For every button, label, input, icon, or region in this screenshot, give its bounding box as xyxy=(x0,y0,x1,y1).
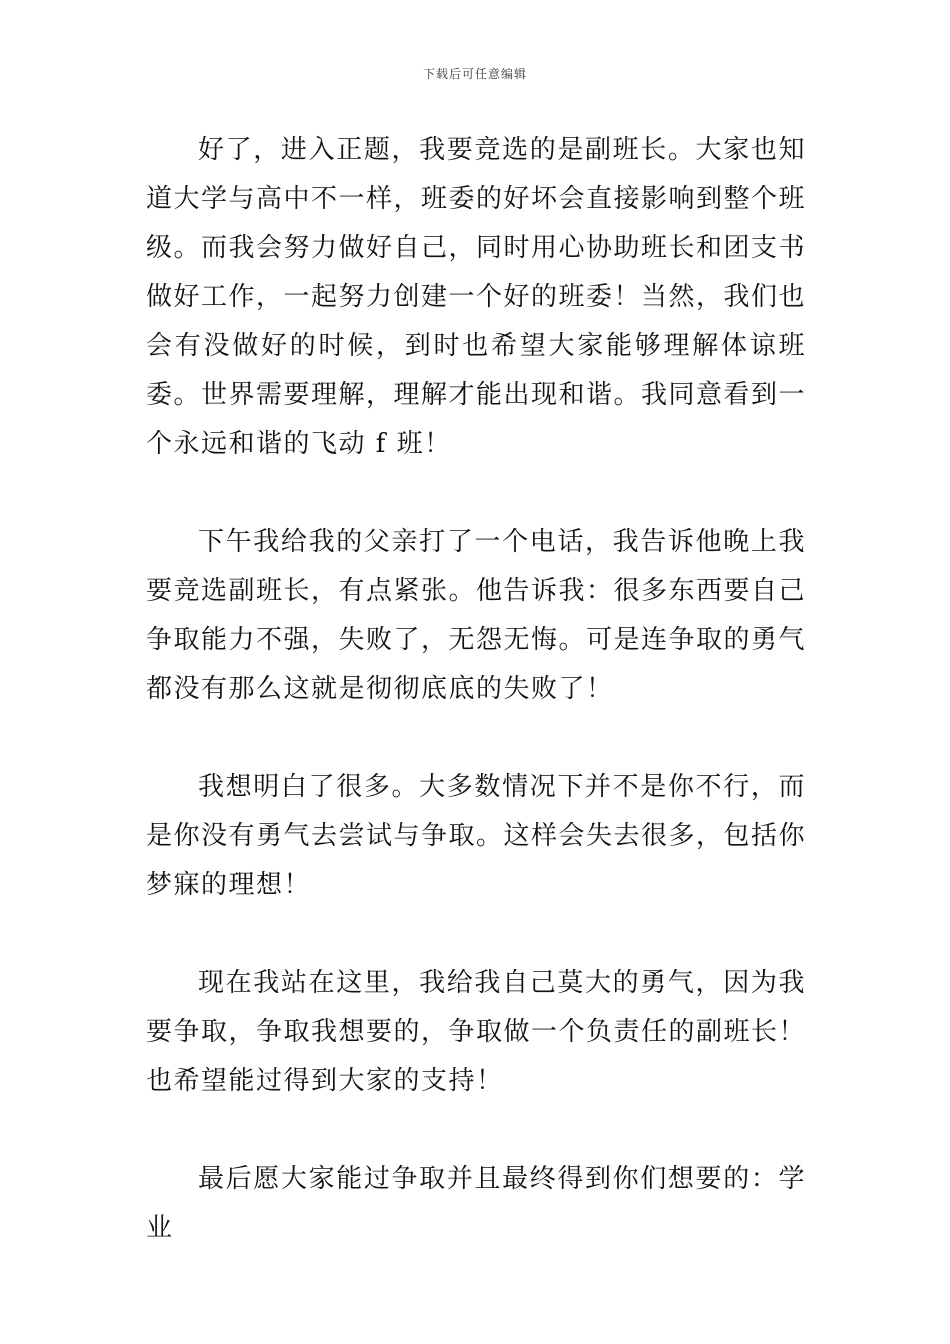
paragraph-1: 好了，进入正题，我要竞选的是副班长。大家也知道大学与高中不一样，班委的好坏会直接影响到整个班级。而我会努力做好自己，同时用心协助班长和团支书做好工作，一起努力创建一个好的班委！当然，我们也会有没做好的时候，到时也希望大家能够理解体谅班委。世界需要理解，理解才能出现和谐。我同意看到一个永远和谐的飞动 f 班！ xyxy=(146,135,807,459)
paragraph-2: 下午我给我的父亲打了一个电话，我告诉他晚上我要竞选副班长，有点紧张。他告诉我：很多东西要自己争取能力不强，失败了，无怨无悔。可是连争取的勇气都没有那么这就是彻彻底底的失败了！ xyxy=(146,527,807,704)
paragraph-3: 我想明白了很多。大多数情况下并不是你不行，而是你没有勇气去尝试与争取。这样会失去很多，包括你梦寐的理想！ xyxy=(146,772,807,900)
paragraph-5: 最后愿大家能过争取并且最终得到你们想要的：学业 xyxy=(146,1164,806,1243)
page-header: 下载后可任意编辑 xyxy=(422,67,527,81)
paragraph-4: 现在我站在这里，我给我自己莫大的勇气，因为我要争取，争取我想要的，争取做一个负责任的副班长！也希望能过得到大家的支持！ xyxy=(146,968,807,1096)
document-body xyxy=(146,126,806,1302)
